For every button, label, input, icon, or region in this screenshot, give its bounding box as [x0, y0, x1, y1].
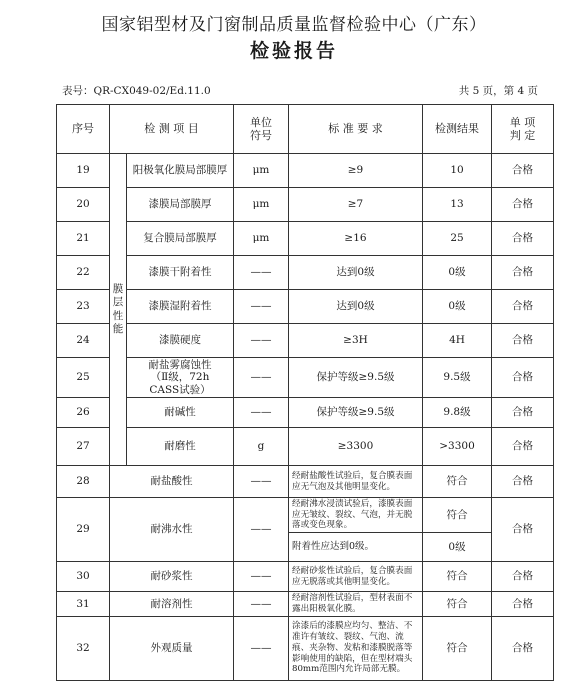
- group-label-film-performance: 膜 层 性 能: [110, 154, 127, 466]
- row-unit: ——: [234, 290, 289, 324]
- row-verdict: 合格: [492, 290, 554, 324]
- row-seq: 21: [57, 222, 110, 256]
- row-standard: 经耐溶剂性试验后，型材表面不露出阳极氧化膜。: [289, 592, 423, 616]
- row-result: 0级: [423, 290, 492, 324]
- inspection-table: [56, 104, 554, 681]
- table-row: [57, 222, 554, 256]
- row-standard: 涂漆后的漆膜应均匀、整洁、不准许有皱纹、裂纹、气泡、流痕、夹杂物、发粘和漆膜脱落等影响使用的缺陷，但在型材端头80mm范围内允许局部无膜。: [289, 616, 423, 680]
- row-verdict: 合格: [492, 358, 554, 398]
- row-item: 耐盐雾腐蚀性 （Ⅱ级，72h CASS试验）: [127, 358, 234, 398]
- row-standard: ≥7: [289, 188, 423, 222]
- row-result: 符合: [423, 466, 492, 498]
- row-item: 耐盐酸性: [110, 466, 234, 498]
- row-standard: 经耐沸水浸渍试验后，漆膜表面应无皱纹、裂纹、气泡，并无脱落或变色现象。: [289, 498, 423, 533]
- row-unit: ——: [234, 466, 289, 498]
- row-unit: μm: [234, 222, 289, 256]
- row-unit: ——: [234, 358, 289, 398]
- row-verdict: 合格: [492, 188, 554, 222]
- row-item: 复合膜局部膜厚: [127, 222, 234, 256]
- table-row: [57, 154, 554, 188]
- row-item: 漆膜湿附着性: [127, 290, 234, 324]
- row-unit: ——: [234, 562, 289, 592]
- row-item: 漆膜硬度: [127, 324, 234, 358]
- table-row: [57, 498, 554, 533]
- table-row: [57, 592, 554, 616]
- row-item: 阳极氧化膜局部膜厚: [127, 154, 234, 188]
- row-verdict: 合格: [492, 222, 554, 256]
- row-standard: 达到0级: [289, 290, 423, 324]
- row-verdict: 合格: [492, 428, 554, 466]
- row-seq: 30: [57, 562, 110, 592]
- row-result: 9.8级: [423, 398, 492, 428]
- row-verdict: 合格: [492, 256, 554, 290]
- table-row: [57, 398, 554, 428]
- row-standard: 经耐盐酸性试验后，复合膜表面应无气泡及其他明显变化。: [289, 466, 423, 498]
- table-row: [57, 256, 554, 290]
- row-seq: 20: [57, 188, 110, 222]
- row-verdict: 合格: [492, 562, 554, 592]
- row-result-secondary: 0级: [423, 533, 492, 562]
- row-standard: ≥3300: [289, 428, 423, 466]
- row-item: 耐磨性: [127, 428, 234, 466]
- row-seq: 19: [57, 154, 110, 188]
- row-verdict: 合格: [492, 466, 554, 498]
- page-info: 共 5 页，第 4 页: [458, 85, 538, 97]
- row-verdict: 合格: [492, 324, 554, 358]
- row-standard: ≥3H: [289, 324, 423, 358]
- header-standard: 标 准 要 求: [289, 105, 423, 154]
- row-standard: 保护等级≥9.5级: [289, 398, 423, 428]
- header-item: 检 测 项 目: [110, 105, 234, 154]
- row-result: 9.5级: [423, 358, 492, 398]
- row-unit: ——: [234, 592, 289, 616]
- table-row: [57, 428, 554, 466]
- row-seq: 31: [57, 592, 110, 616]
- row-result: 13: [423, 188, 492, 222]
- table-row: [57, 616, 554, 680]
- row-item: 耐沸水性: [110, 498, 234, 562]
- form-number: 表号：QR-CX049-02/Ed.11.0: [62, 85, 211, 97]
- row-item: 耐碱性: [127, 398, 234, 428]
- row-seq: 26: [57, 398, 110, 428]
- row-unit: ——: [234, 256, 289, 290]
- row-verdict: 合格: [492, 154, 554, 188]
- row-item: 耐砂浆性: [110, 562, 234, 592]
- report-title: 检验报告: [249, 40, 338, 62]
- row-unit: μm: [234, 188, 289, 222]
- row-item: 漆膜干附着性: [127, 256, 234, 290]
- row-seq: 32: [57, 616, 110, 680]
- row-standard-secondary: 附着性应达到0级。: [289, 533, 423, 562]
- row-standard: ≥9: [289, 154, 423, 188]
- row-unit: μm: [234, 154, 289, 188]
- row-result: >3300: [423, 428, 492, 466]
- row-seq: 29: [57, 498, 110, 562]
- row-result: 0级: [423, 256, 492, 290]
- table-row: [57, 324, 554, 358]
- row-unit: g: [234, 428, 289, 466]
- row-seq: 28: [57, 466, 110, 498]
- row-seq: 24: [57, 324, 110, 358]
- row-result: 符合: [423, 562, 492, 592]
- row-seq: 27: [57, 428, 110, 466]
- row-unit: ——: [234, 616, 289, 680]
- row-item: 外观质量: [110, 616, 234, 680]
- table-row: [57, 466, 554, 498]
- row-standard: 达到0级: [289, 256, 423, 290]
- row-unit: ——: [234, 324, 289, 358]
- row-unit: ——: [234, 398, 289, 428]
- row-verdict: 合格: [492, 592, 554, 616]
- org-title: 国家铝型材及门窗制品质量监督检验中心（广东）: [101, 15, 487, 35]
- row-seq: 25: [57, 358, 110, 398]
- row-result: 4H: [423, 324, 492, 358]
- row-verdict: 合格: [492, 616, 554, 680]
- row-result: 符合: [423, 592, 492, 616]
- table-row: [57, 188, 554, 222]
- row-item: 漆膜局部膜厚: [127, 188, 234, 222]
- row-standard: 经耐砂浆性试验后，复合膜表面应无脱落或其他明显变化。: [289, 562, 423, 592]
- row-result: 符合: [423, 498, 492, 533]
- header-unit: 单位 符号: [234, 105, 289, 154]
- table-row: [57, 562, 554, 592]
- row-unit: ——: [234, 498, 289, 562]
- table-row: [57, 358, 554, 398]
- row-verdict: 合格: [492, 398, 554, 428]
- header-seq: 序号: [57, 105, 110, 154]
- header-verdict: 单 项 判 定: [492, 105, 554, 154]
- table-header-row: [57, 105, 554, 154]
- row-verdict: 合格: [492, 498, 554, 562]
- row-result: 符合: [423, 616, 492, 680]
- row-item: 耐溶剂性: [110, 592, 234, 616]
- table-row: [57, 290, 554, 324]
- row-result: 10: [423, 154, 492, 188]
- row-result: 25: [423, 222, 492, 256]
- row-standard: ≥16: [289, 222, 423, 256]
- row-standard: 保护等级≥9.5级: [289, 358, 423, 398]
- row-seq: 22: [57, 256, 110, 290]
- header-result: 检测结果: [423, 105, 492, 154]
- row-seq: 23: [57, 290, 110, 324]
